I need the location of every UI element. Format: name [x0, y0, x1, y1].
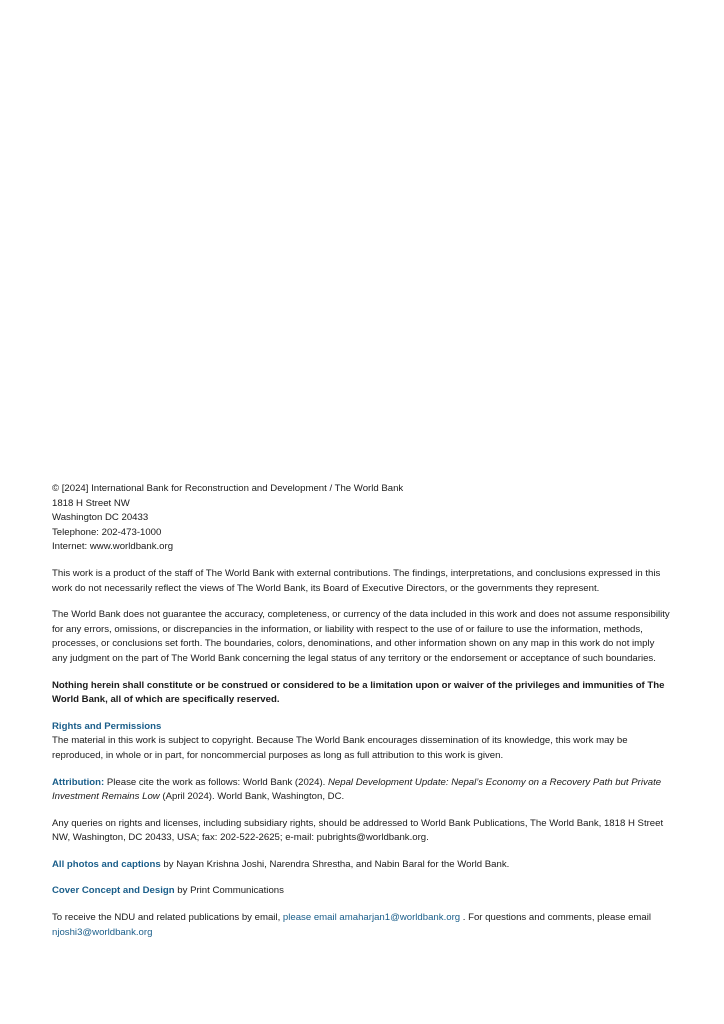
- receive-paragraph: [52, 911, 672, 940]
- staff-paragraph: This work is a product of the staff of The World Bank with external contributions. The findings, interpretations, and conclusions expressed in this work do not necessarily reflect the views of The World Bank, its Board of Executive Directors, or the governments they represent.: [52, 567, 661, 594]
- copyright-line: © [2024] International Bank for Reconstruction and Development / The World Bank: [52, 483, 404, 494]
- guarantee-paragraph: The World Bank does not guarantee the accuracy, completeness, or currency of the data included in this work and does not assume responsibility for any errors, omissions, or discrepancies in the information, or liability with respect to the use of or failure to use the information, methods, processes, or conclusions set forth. The boundaries, colors, denominations, and other information shown on any map in this work do not imply any judgment on the part of The World Bank concerning the legal status of any territory or the endorsement or acceptance of such boundaries.: [52, 609, 670, 664]
- internet: Internet: www.worldbank.org: [52, 541, 174, 553]
- attribution-title: Nepal Development Update: Nepal’s Economy on a Recovery Path but Private Investment Remains Low: [52, 776, 662, 803]
- copyright-block: [52, 482, 672, 555]
- email-link-amaharjan[interactable]: please email amaharjan1@worldbank.org: [282, 912, 461, 924]
- address-city: Washington DC 20433: [52, 512, 149, 524]
- queries-paragraph: Any queries on rights and licenses, including subsidiary rights, should be addressed to World Bank Publications, The World Bank, 1818 H Street NW, Washington, DC 20433, USA; fax: 202-522-2625; e-mail: pubrights@worldbank.org.: [52, 817, 664, 844]
- receive-text-before: To receive the NDU and related publications by email,: [52, 912, 283, 924]
- receive-text-middle: . For questions and comments, please email: [460, 912, 652, 924]
- photos-text: by Nayan Krishna Joshi, Narendra Shrestha, and Nabin Baral for the World Bank.: [160, 858, 510, 870]
- rights-heading: Rights and Permissions: [52, 720, 162, 732]
- attribution-label: Attribution:: [52, 776, 105, 788]
- photos-label: All photos and captions: [52, 858, 161, 870]
- privileges-paragraph: Nothing herein shall constitute or be construed or considered to be a limitation upon or waiver of the privileges and immunities of The World Bank, all of which are specifically reserved.: [52, 679, 665, 706]
- photos-paragraph: [52, 858, 672, 873]
- attribution-paragraph: [52, 776, 672, 805]
- cover-label: Cover Concept and Design: [52, 885, 175, 897]
- attribution-text-after: (April 2024). World Bank, Washington, DC.: [159, 791, 345, 803]
- rights-section: [52, 720, 672, 764]
- cover-text: by Print Communications: [174, 885, 284, 897]
- attribution-text-before: Please cite the work as follows: World Bank (2024).: [104, 776, 328, 788]
- email-link-njoshi[interactable]: njoshi3@worldbank.org: [52, 926, 153, 938]
- telephone: Telephone: 202-473-1000: [52, 526, 162, 538]
- address-street: 1818 H Street NW: [52, 497, 130, 509]
- legal-notice: [52, 482, 672, 940]
- rights-text: The material in this work is subject to copyright. Because The World Bank encourages dissemination of its knowledge, this work may be reproduced, in whole or in part, for noncommercial purposes as long as full attribution to this work is given.: [52, 735, 628, 761]
- cover-paragraph: [52, 884, 672, 899]
